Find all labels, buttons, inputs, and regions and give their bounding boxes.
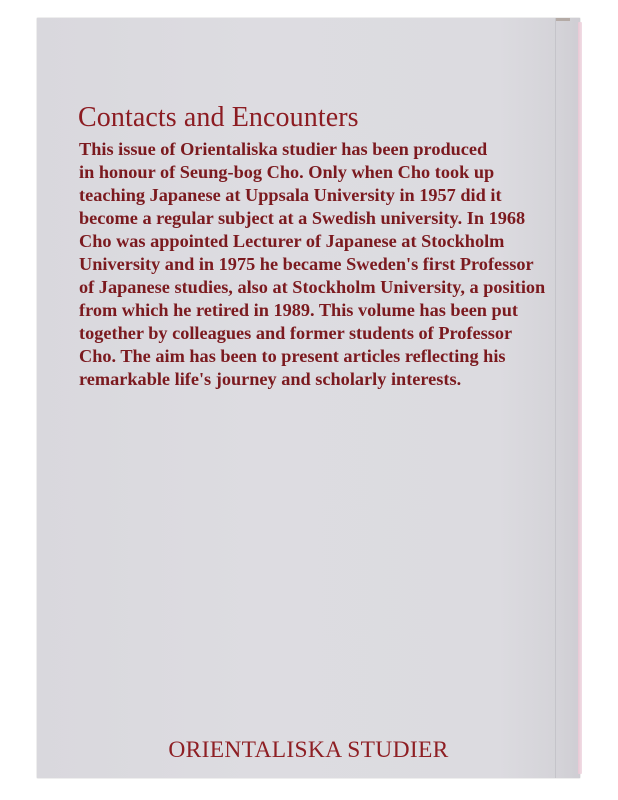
description-line: University and in 1975 he became Sweden's first Professor [79,254,534,274]
description-line: become a regular subject at a Swedish university. In 1968 [79,208,526,228]
spine-edge [578,22,582,774]
cover-title: Contacts and Encounters [78,102,359,133]
cover-description [79,138,569,391]
description-line: This issue of Orientaliska studier has been produced [79,139,488,159]
description-line: in honour of Seung-bog Cho. Only when Cho took up [79,162,495,182]
description-line: remarkable life's journey and scholarly interests. [79,369,462,389]
description-line: of Japanese studies, also at Stockholm University, a position [79,277,546,297]
series-name: ORIENTALISKA STUDIER [168,737,449,763]
description-line: from which he retired in 1989. This volume has been put [79,300,518,320]
description-line: teaching Japanese at Uppsala University in 1957 did it [79,185,502,205]
corner-wear [556,18,570,21]
description-line: together by colleagues and former students of Professor [79,323,513,343]
book-back-cover [37,18,580,778]
description-line: Cho was appointed Lecturer of Japanese at Stockholm [79,231,505,251]
description-line: Cho. The aim has been to present articles reflecting his [79,346,506,366]
